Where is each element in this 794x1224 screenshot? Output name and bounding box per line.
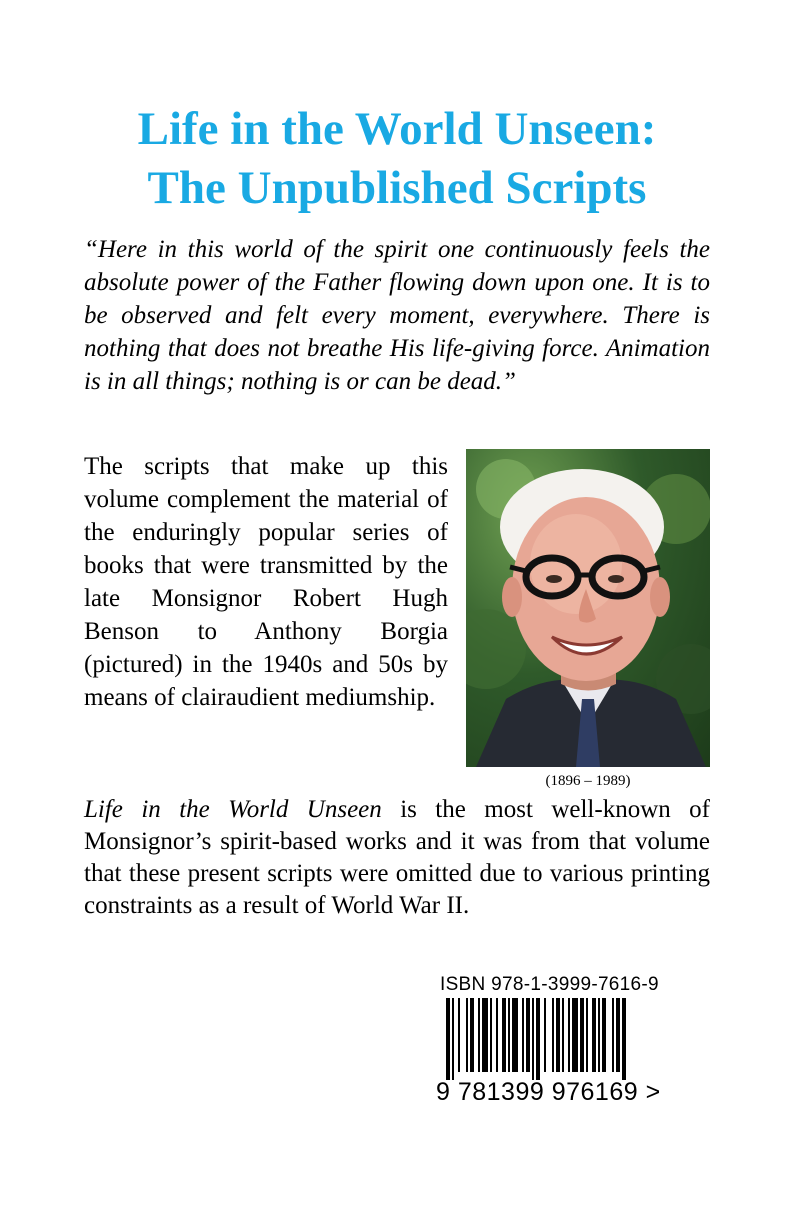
barcode-bar [580,998,584,1072]
book-title [40,100,754,218]
barcode-bar [482,998,488,1072]
barcode-bar [532,998,534,1080]
barcode-bar [586,998,588,1072]
barcode-bar [572,998,578,1072]
barcode-bar [446,998,450,1080]
barcode-bar [490,998,492,1072]
epigraph-quote: “Here in this world of the spirit one continuously feels the absolute power of the Father flowing down upon one. It is to be observed and felt every moment, everywhere. There is nothing that does not breathe His life-giving force. Animation is in all things; nothing is or can be dead.” [84,236,710,395]
barcode-bar [536,998,540,1080]
barcode-bar [466,998,468,1072]
barcode-bar [602,998,606,1072]
barcode-bar [622,998,626,1080]
barcode-bar [544,998,546,1072]
barcode-bar [512,998,518,1072]
barcode-bar [470,998,474,1072]
barcode-bar [526,998,530,1072]
title-line-1: Life in the World Unseen: [137,103,657,155]
title-line-2: The Unpublished Scripts [147,162,647,214]
barcode-bar [568,998,570,1072]
isbn-label: ISBN 978-1-3999-7616-9 [440,974,659,995]
barcode-bar [478,998,480,1072]
barcode-bar [496,998,498,1072]
barcode-bar [552,998,554,1072]
barcode-bar [598,998,600,1072]
closing-paragraph [84,794,710,922]
barcode-bar [612,998,614,1072]
photo-caption: (1896 – 1989) [545,773,631,789]
barcode-bar [592,998,596,1072]
barcode-bar [522,998,524,1072]
closing-book-title: Life in the World Unseen [84,796,382,823]
author-photo [466,449,710,767]
barcode-bar [502,998,506,1072]
closing-text: is the most well-known of Monsignor’s spirit-based works and it was from that volume that these present scripts were omitted due to various printing constraints as a result of World War II. [84,796,711,919]
barcode-bar [556,998,560,1072]
barcode-bar [458,998,460,1072]
barcode-bar [452,998,454,1080]
barcode-bar [508,998,510,1072]
description-paragraph: The scripts that make up this volume complement the material of the enduringly popular series of books that were transmitted by the late Monsignor Robert Hugh Benson to Anthony Borgia (pictured) in the 1940s and 50s by means of clairaudient mediumship. [84,453,448,711]
barcode-bar [616,998,620,1072]
isbn-barcode [446,998,692,1080]
barcode-bar [562,998,564,1072]
barcode-digits: 9 781399 976169 > [436,1078,661,1106]
